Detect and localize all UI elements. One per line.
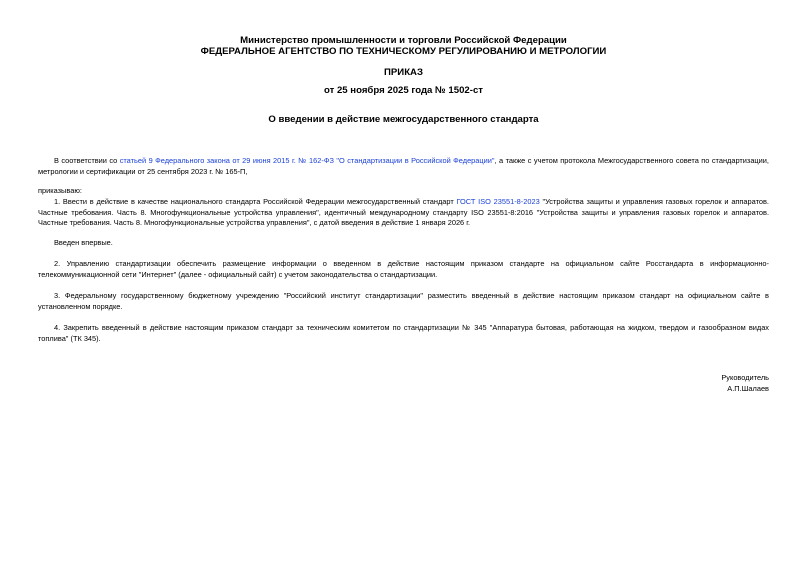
document-title: О введении в действие межгосударственного стандарта — [268, 114, 539, 125]
item-1-prefix: 1. Ввести в действие в качестве национального стандарта Российской Федерации межгосударственный стандарт — [54, 197, 457, 206]
document-type: ПРИКАЗ — [384, 67, 423, 78]
order-word: приказываю: — [38, 186, 82, 195]
law-link[interactable]: статьей 9 Федерального закона от 29 июня 2015 г. № 162-ФЗ "О стандартизации в Российской Федерации" — [119, 156, 495, 165]
standard-link[interactable]: ГОСТ ISO 23551-8-2023 — [456, 197, 540, 206]
first-time-note: Введен впервые. — [54, 238, 113, 247]
agency-name: ФЕДЕРАЛЬНОЕ АГЕНТСТВО ПО ТЕХНИЧЕСКОМУ РЕГУЛИРОВАНИЮ И МЕТРОЛОГИИ — [200, 46, 607, 57]
signatory-position: Руководитель — [721, 373, 769, 382]
document-date-number: от 25 ноября 2025 года № 1502-ст — [323, 85, 483, 96]
item-1 — [38, 197, 769, 229]
item-2: 2. Управлению стандартизации обеспечить размещение информации о введенном в действие настоящим приказом стандарте на официальном сайте Росстандарта в информационно-телекоммуникационной сети "Интернет" (далее - официальный сайт) с учетом законодательства о стандартизации. — [38, 259, 769, 279]
preamble-suffix: , а также с учетом протокола Межгосударственного совета по стандартизации, метрологии и сертификации от 25 сентября 2023 г. № 165-П, — [38, 156, 769, 176]
ministry-name: Министерство промышленности и торговли Российской Федерации — [240, 35, 567, 46]
signatory-name: А.П.Шалаев — [727, 384, 769, 393]
item-4: 4. Закрепить введенный в действие настоящим приказом стандарт за техническим комитетом по стандартизации № 345 "Аппаратура бытовая, работающая на жидком, твердом и газообразном видах топлива" (ТК 345). — [38, 323, 769, 343]
item-3: 3. Федеральному государственному бюджетному учреждению "Российский институт стандартизации" разместить введенный в действие настоящим приказом стандарт на официальном сайте в установленном порядке. — [38, 291, 769, 311]
preamble-paragraph — [38, 156, 769, 177]
preamble-prefix: В соответствии со — [54, 156, 120, 165]
item-1-suffix: "Устройства защиты и управления газовых горелок и аппаратов. Частные требования. Часть 8. Многофункциональные устройства управления", идентичный международному стандарту ISO 23551-8:2016 "Устройства защиты и управления газовых горелок и аппаратов. Частные требования. Часть 8. Многофункциональные устройства управления", с датой введения в действие 1 января 2026 г. — [38, 197, 769, 228]
